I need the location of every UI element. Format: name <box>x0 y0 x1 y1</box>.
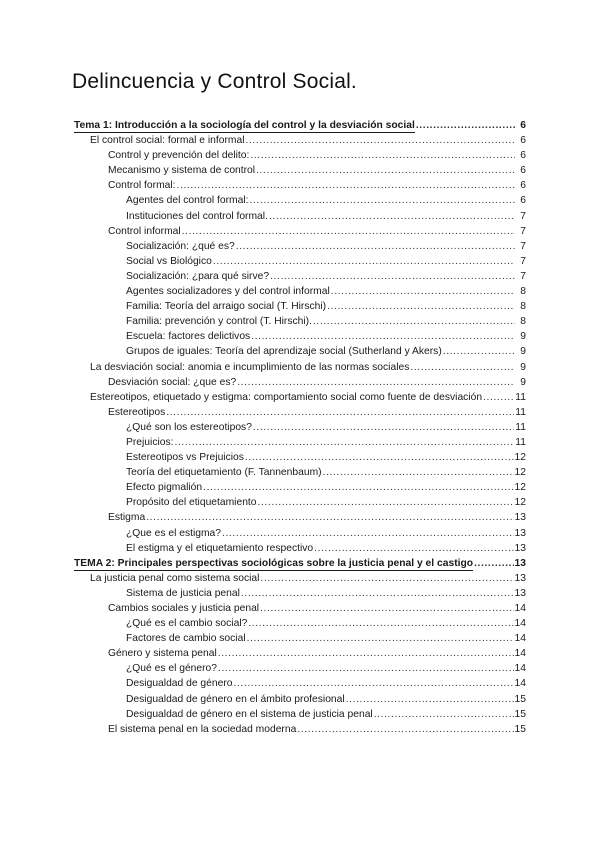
toc-entry-title: Desigualdad de género en el sistema de justicia penal <box>126 708 373 720</box>
toc-page-number: 6 <box>520 195 526 207</box>
toc-entry-link[interactable] <box>74 329 526 344</box>
toc-entry-link[interactable] <box>74 586 526 601</box>
toc-page-number: 13 <box>514 557 526 569</box>
toc-entry-title: ¿Qué son los estereotipos? <box>126 421 252 433</box>
toc-page-number: 15 <box>514 708 526 720</box>
toc-page-number: 9 <box>520 331 526 343</box>
toc-entry-link[interactable] <box>74 495 526 510</box>
toc-entry-link[interactable] <box>74 631 526 646</box>
document-title: Delincuencia y Control Social. <box>72 70 357 93</box>
toc-entry-title: ¿Qué es el cambio social? <box>126 618 248 630</box>
toc-dot-leader <box>331 284 515 299</box>
toc-page-number: 11 <box>515 421 526 433</box>
toc-dot-leader <box>346 692 514 707</box>
toc-entry-title: Estereotipos, etiquetado y estigma: comportamiento social como fuente de desviación <box>90 391 483 403</box>
toc-entry-link[interactable] <box>74 616 526 631</box>
toc-dot-leader <box>270 269 515 284</box>
toc-entry-title: La justicia penal como sistema social <box>90 572 260 584</box>
toc-entry-title: Familia: prevención y control (T. Hirschi). <box>126 316 312 328</box>
toc-entry-link[interactable] <box>74 299 526 314</box>
toc-entry-title: ¿Que es el estigma? <box>126 527 222 539</box>
toc-page-number: 13 <box>514 512 526 524</box>
toc-dot-leader <box>246 133 515 148</box>
toc-entry-title: Social vs Biológico <box>126 255 212 267</box>
toc-entry-title: Teoría del etiquetamiento (F. Tannenbaum) <box>126 467 322 479</box>
toc-page-number: 14 <box>514 648 526 660</box>
toc-entry-title: El estigma y el etiquetamiento respectivo <box>126 542 314 554</box>
toc-entry-link[interactable] <box>74 344 526 359</box>
toc-dot-leader <box>237 375 515 390</box>
toc-entry-link[interactable] <box>74 239 526 254</box>
toc-entry-link[interactable] <box>74 405 526 420</box>
toc-dot-leader <box>203 480 513 495</box>
toc-dot-leader <box>474 556 513 571</box>
toc-entry-title: Instituciones del control formal. <box>126 210 268 222</box>
toc-dot-leader <box>327 299 515 314</box>
toc-page-number: 14 <box>514 618 526 630</box>
toc-page-number: 7 <box>520 255 526 267</box>
toc-dot-leader <box>483 390 514 405</box>
toc-dot-leader <box>269 209 515 224</box>
toc-entry-title: Cambios sociales y justicia penal <box>108 603 260 614</box>
toc-page-number: 6 <box>520 135 526 147</box>
toc-entry-title: Escuela: factores delictivos <box>126 331 251 343</box>
toc-dot-leader <box>182 224 515 239</box>
toc-dot-leader <box>258 495 514 510</box>
toc-entry-link[interactable] <box>74 661 526 676</box>
toc-page-number: 14 <box>514 663 526 675</box>
toc-entry-title: Familia: Teoría del arraigo social (T. Hirschi) <box>126 301 327 313</box>
toc-entry-title: Estigma <box>108 512 146 524</box>
toc-entry-link[interactable] <box>74 360 526 375</box>
toc-entry-link[interactable] <box>74 707 526 722</box>
toc-page-number: 7 <box>520 225 526 237</box>
toc-page-number: 14 <box>514 678 526 690</box>
toc-page-number: 9 <box>520 376 526 388</box>
toc-entry-link[interactable] <box>74 390 526 405</box>
toc-dot-leader <box>443 344 515 359</box>
toc-entry-link[interactable] <box>74 480 526 495</box>
toc-dot-leader <box>218 646 514 661</box>
toc-page-number: 6 <box>520 165 526 177</box>
toc-dot-leader <box>233 676 513 691</box>
toc-page-number: 8 <box>520 286 526 298</box>
toc-page-number: 7 <box>520 270 526 282</box>
toc-dot-leader <box>146 510 513 525</box>
toc-dot-leader <box>213 254 515 269</box>
toc-entry-title: Agentes socializadores y del control informal <box>126 286 330 298</box>
toc-entry-link[interactable] <box>74 646 526 661</box>
toc-page-number: 12 <box>514 452 526 464</box>
toc-entry-title: Factores de cambio social <box>126 633 246 645</box>
toc-page-number: 8 <box>520 316 526 328</box>
toc-page-number: 9 <box>520 361 526 373</box>
toc-page-number: 11 <box>515 406 526 418</box>
toc-entry-title: Desigualdad de género <box>126 678 233 690</box>
toc-entry-link[interactable] <box>74 541 526 556</box>
toc-page-number: 7 <box>520 210 526 222</box>
toc-page-number: 15 <box>514 693 526 705</box>
toc-page-number: 6 <box>520 150 526 162</box>
toc-dot-leader <box>253 420 514 435</box>
toc-page-number: 8 <box>520 301 526 313</box>
toc-dot-leader <box>248 616 513 631</box>
toc-dot-leader <box>250 148 515 163</box>
toc-entry-title: Mecanismo y sistema de control <box>108 165 256 177</box>
toc-dot-leader <box>175 435 515 450</box>
toc-page-number: 7 <box>520 240 526 252</box>
toc-dot-leader <box>297 722 513 737</box>
toc-entry-title: ¿Qué es el género? <box>126 663 218 675</box>
toc-page-number: 13 <box>514 542 526 554</box>
toc-page-number: 11 <box>515 391 526 403</box>
toc-entry-title: Prejuicios: <box>126 436 174 448</box>
toc-entry-link[interactable] <box>74 254 526 269</box>
toc-entry-link[interactable] <box>74 692 526 707</box>
toc-entry-title: Tema 1: Introducción a la sociología del control y la desviación social <box>74 120 415 131</box>
toc-page-number: 14 <box>514 633 526 645</box>
toc-page-number: 13 <box>514 527 526 539</box>
toc-entry-link[interactable] <box>74 133 526 148</box>
toc-entry-link[interactable] <box>74 601 526 616</box>
toc-entry-title: Desigualdad de género en el ámbito profesional <box>126 693 345 705</box>
toc-dot-leader <box>241 586 514 601</box>
toc-entry-title: Control y prevención del delito: <box>108 150 250 162</box>
toc-entry-title: Control informal <box>108 225 181 237</box>
toc-entry-title: Grupos de iguales: Teoría del aprendizaje social (Sutherland y Akers) <box>126 346 442 358</box>
toc-entry-link[interactable] <box>74 450 526 465</box>
toc-entry-title: Control formal: <box>108 180 176 192</box>
toc-entry-link[interactable] <box>74 163 526 178</box>
toc-page-number: 6 <box>520 120 526 131</box>
toc-page-number: 9 <box>520 346 526 358</box>
toc-entry-link[interactable] <box>74 375 526 390</box>
toc-entry-title: El control social: formal e informal <box>90 135 245 147</box>
toc-dot-leader <box>313 314 515 329</box>
toc-dot-leader <box>249 193 515 208</box>
toc-dot-leader <box>416 118 515 133</box>
toc-entry-title: Agentes del control formal: <box>126 195 249 207</box>
toc-entry-link[interactable] <box>74 465 526 480</box>
toc-entry-link[interactable] <box>74 193 526 208</box>
toc-entry-link[interactable] <box>74 571 526 586</box>
toc-page-number: 12 <box>514 497 526 509</box>
toc-dot-leader <box>314 541 513 556</box>
toc-chapter-link[interactable] <box>74 118 526 133</box>
toc-entry-title: El sistema penal en la sociedad moderna <box>108 723 297 735</box>
toc-entry-title: Género y sistema penal <box>108 648 217 660</box>
toc-page-number: 13 <box>514 572 526 584</box>
toc-dot-leader <box>374 707 514 722</box>
toc-entry-link[interactable] <box>74 722 526 737</box>
toc-entry-link[interactable] <box>74 420 526 435</box>
toc-entry-title: La desviación social: anomia e incumplimiento de las normas sociales <box>90 361 410 373</box>
toc-entry-link[interactable] <box>74 148 526 163</box>
toc-entry-title: Socialización: ¿qué es? <box>126 240 235 252</box>
toc-dot-leader <box>260 601 513 616</box>
toc-entry-title: TEMA 2: Principales perspectivas sociológicas sobre la justicia penal y el castigo <box>74 557 474 569</box>
toc-dot-leader <box>323 465 514 480</box>
toc-dot-leader <box>410 360 515 375</box>
toc-entry-link[interactable] <box>74 435 526 450</box>
toc-dot-leader <box>256 163 515 178</box>
toc-page-number: 13 <box>514 587 526 599</box>
toc-entry-title: Estereotipos vs Prejuicios <box>126 452 244 464</box>
toc-chapter-link[interactable] <box>74 556 526 571</box>
toc-page-number: 15 <box>514 723 526 735</box>
toc-dot-leader <box>166 405 514 420</box>
toc-dot-leader <box>218 661 514 676</box>
toc-entry-link[interactable] <box>74 314 526 329</box>
toc-dot-leader <box>222 526 514 541</box>
toc-entry-title: Efecto pigmalión <box>126 482 203 494</box>
toc-dot-leader <box>260 571 513 586</box>
toc-entry-link[interactable] <box>74 676 526 691</box>
toc-entry-title: Estereotipos <box>108 406 166 418</box>
toc-entry-link[interactable] <box>74 284 526 299</box>
toc-entry-link[interactable] <box>74 224 526 239</box>
toc-page-number: 6 <box>520 180 526 192</box>
toc-dot-leader <box>236 239 515 254</box>
toc-dot-leader <box>245 450 514 465</box>
toc-entry-title: Sistema de justicia penal <box>126 587 240 599</box>
toc-entry-link[interactable] <box>74 209 526 224</box>
toc-entry-link[interactable] <box>74 178 526 193</box>
toc-dot-leader <box>177 178 515 193</box>
toc-entry-link[interactable] <box>74 269 526 284</box>
toc-entry-title: Desviación social: ¿que es? <box>108 376 237 388</box>
table-of-contents <box>74 118 526 737</box>
toc-entry-link[interactable] <box>74 526 526 541</box>
toc-page-number: 11 <box>515 436 526 448</box>
toc-dot-leader <box>251 329 515 344</box>
toc-dot-leader <box>247 631 514 646</box>
toc-page-number: 12 <box>514 467 526 479</box>
toc-entry-title: Socialización: ¿para qué sirve? <box>126 270 270 282</box>
toc-entry-title: Propósito del etiquetamiento <box>126 497 257 509</box>
toc-page-number: 14 <box>514 603 526 614</box>
toc-page-number: 12 <box>514 482 526 494</box>
toc-entry-link[interactable] <box>74 510 526 525</box>
